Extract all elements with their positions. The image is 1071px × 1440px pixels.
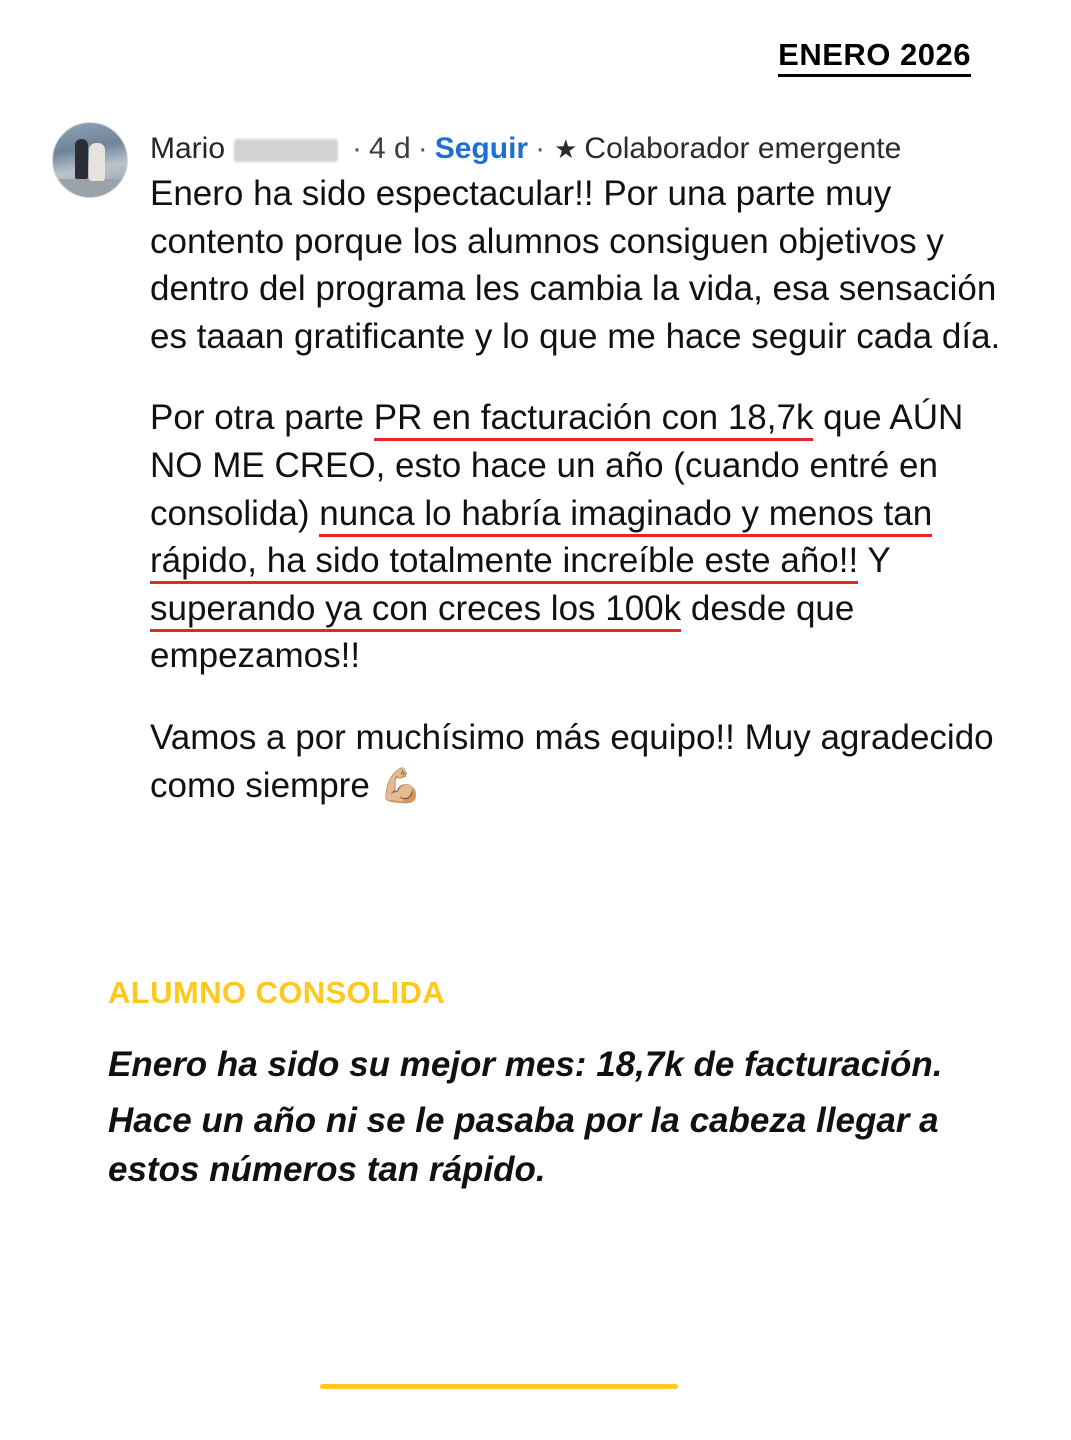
p2-highlight-3: superando ya con creces los 100k (150, 589, 681, 632)
meta-separator-2: · (417, 132, 428, 165)
meta-separator-3: · (535, 132, 546, 165)
avatar[interactable] (52, 122, 128, 198)
p2-middle-2: Y (858, 541, 891, 581)
avatar-background (53, 179, 127, 197)
follow-button[interactable]: Seguir (434, 132, 529, 165)
post-paragraph-3 (150, 714, 1017, 809)
post-paragraph-1: Enero ha sido espectacular!! Por una parte muy contento porque los alumnos consiguen objetivos y dentro del programa les cambia la vida, esa sensación es taaan gratificante y lo que me hace seguir cada día. (150, 174, 1001, 356)
flexed-biceps-emoji: 💪🏼 (379, 766, 422, 805)
star-icon: ★ (554, 134, 578, 164)
section-kicker: ALUMNO CONSOLIDA (108, 975, 446, 1010)
contributor-badge-label: Colaborador emergente (584, 132, 902, 165)
post-content (150, 122, 1017, 809)
author-name[interactable]: Mario (150, 132, 226, 165)
social-post (52, 122, 1017, 809)
p2-lead: Por otra parte (150, 398, 374, 438)
post-paragraph-2 (150, 394, 1017, 680)
post-timestamp: 4 d (369, 132, 411, 165)
section-gap (108, 1089, 988, 1097)
section-body (108, 1041, 988, 1194)
post-text (150, 170, 1017, 809)
redacted-surname (234, 139, 338, 162)
p3-text: Vamos a por muchísimo más equipo!! Muy agradecido como siempre (150, 717, 994, 805)
footer-divider (320, 1384, 678, 1389)
p2-middle: que AÚN NO ME CREO, esto hace un año (cuando entré en consolida) (150, 398, 964, 533)
p2-highlight-2: nunca lo habría imaginado y menos tan rápido, ha sido totalmente increíble este año!! (150, 494, 932, 585)
meta-separator-1: · (352, 132, 363, 165)
p2-tail: desde que empezamos!! (150, 588, 855, 676)
p2-highlight-1: PR en facturación con 18,7k (374, 398, 814, 441)
section-line-2: Hace un año ni se le pasaba por la cabeza llegar a estos números tan rápido. (108, 1101, 939, 1189)
summary-section (108, 975, 988, 1194)
header (778, 38, 971, 77)
section-line-1: Enero ha sido su mejor mes: 18,7k de facturación. (108, 1045, 943, 1084)
page-title: ENERO 2026 (778, 38, 971, 77)
post-meta (150, 134, 1017, 164)
post-header (52, 122, 1017, 809)
